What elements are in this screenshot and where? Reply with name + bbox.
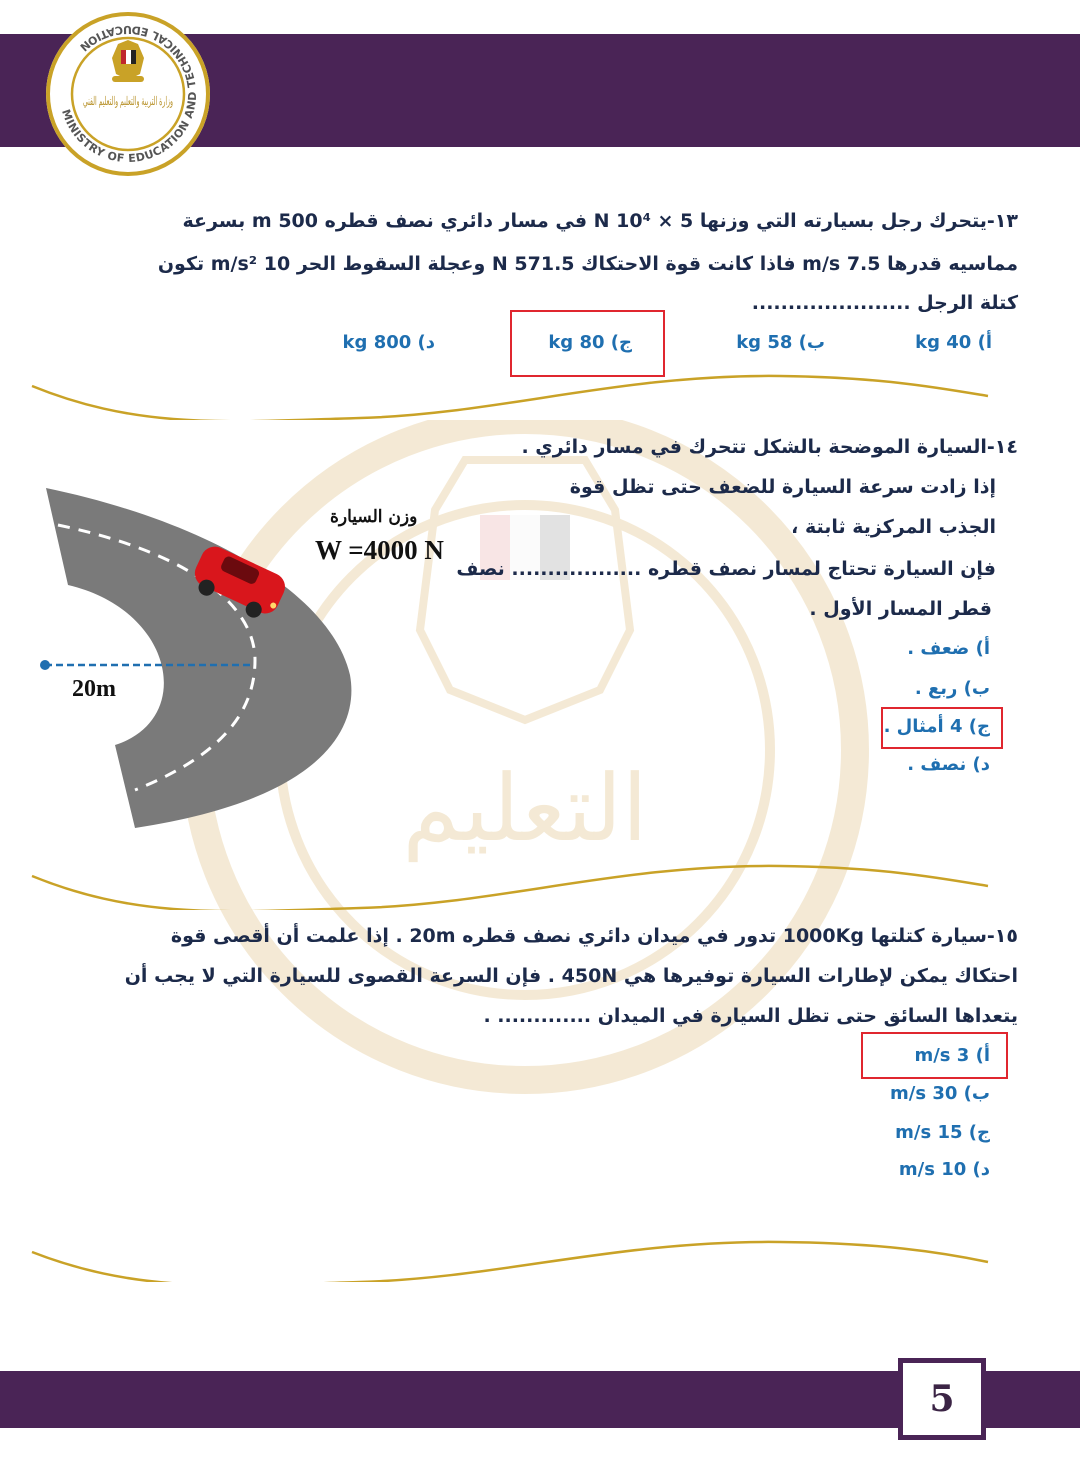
q14-line-5: قطر المسار الأول . — [809, 598, 992, 620]
q14-option-c[interactable]: ج) 4 أمثال . — [883, 716, 990, 737]
q14-line-3: الجذب المركزية ثابتة ، — [791, 516, 996, 538]
q15-line-2: احتكاك يمكن لإطارات السيارة توفيرها هي 450N . فإن السرعة القصوى للسيارة التي لا يجب أن — [124, 965, 1018, 987]
q13-line-1: ١٣-يتحرك رجل بسيارته التي وزنها N 10⁴ × 5 في مسار دائري نصف قطره 500 m بسرعة — [182, 210, 1018, 232]
q13-option-b[interactable]: ب) 58 kg — [736, 332, 825, 353]
car-weight-value: W =4000 N — [315, 535, 444, 565]
q15-option-d[interactable]: د) 10 m/s — [898, 1159, 990, 1180]
q13-option-c[interactable]: ج) 80 kg — [548, 332, 632, 353]
center-point — [40, 660, 50, 670]
radius-label: 20m — [72, 676, 116, 702]
page-number: 5 — [898, 1358, 986, 1440]
road-shape — [46, 488, 351, 828]
q14-answer-highlight — [881, 707, 1003, 749]
q13-line-2: مماسيه قدرها 7.5 m/s فاذا كانت قوة الاحتكاك 571.5 N وعجلة السقوط الحر 10 m/s² تكون — [157, 253, 1018, 275]
q15-line-3: يتعداها السائق حتى تظل السيارة في الميدان ............. . — [483, 1005, 1018, 1027]
q14-option-b[interactable]: ب) ربع . — [914, 678, 990, 699]
q15-option-c[interactable]: ج) 15 m/s — [895, 1122, 990, 1143]
q13-option-d[interactable]: د) 800 kg — [342, 332, 435, 353]
ministry-logo — [44, 10, 212, 178]
q15-option-a[interactable]: أ) 3 m/s — [914, 1045, 990, 1066]
divider-wave-3 — [0, 1222, 1080, 1282]
svg-text:التعليم: التعليم — [402, 755, 648, 862]
car-weight-label: وزن السيارة — [330, 507, 418, 527]
q14-line-1: ١٤-السيارة الموضحة بالشكل تتحرك في مسار دائري . — [521, 436, 1018, 458]
divider-wave-1 — [0, 360, 1080, 420]
q15-answer-highlight — [861, 1032, 1008, 1079]
logo-ring-text: MINISTRY OF EDUCATION AND TECHNICAL EDUCATION — [59, 22, 200, 166]
q13-option-a[interactable]: أ) 40 kg — [915, 332, 992, 353]
q14-option-d[interactable]: د) نصف . — [907, 754, 990, 775]
q13-line-3: كتلة الرجل ...................... — [751, 292, 1018, 314]
divider-wave-2 — [0, 850, 1080, 910]
logo-arabic-text: وزارة التربية والتعليم والتعليم الفني — [83, 94, 173, 108]
q14-line-2: إذا زادت سرعة السيارة للضعف حتى تظل قوة — [569, 476, 996, 498]
q15-option-b[interactable]: ب) 30 m/s — [890, 1083, 990, 1104]
q14-option-a[interactable]: أ) ضعف . — [907, 638, 990, 659]
q15-line-1: ١٥-سيارة كتلتها 1000Kg تدور في ميدان دائري نصف قطره 20m . إذا علمت أن أقصى قوة — [170, 925, 1018, 947]
q14-line-4: فإن السيارة تحتاج لمسار نصف قطره .................. نصف — [456, 558, 996, 580]
